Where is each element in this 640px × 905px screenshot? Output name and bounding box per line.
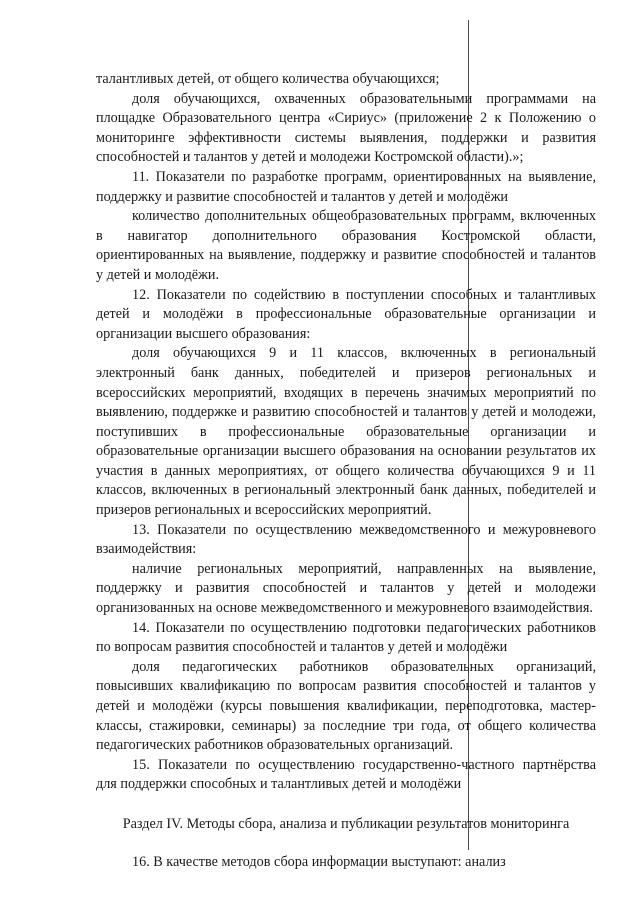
paragraph: доля обучающихся, охваченных образовательными программами на площадке Образовательного центра «Сириус» (приложение 2 к Положению о мониторинге эффективности системы выявления, поддержки и развития способностей и талантов у детей и молодежи Костромской области).»; — [96, 90, 596, 166]
paragraph: 12. Показатели по содействию в поступлении способных и талантливых детей и молодёжи в профессиональные образовательные организации и организации высшего образования: — [96, 286, 596, 342]
paragraph: 11. Показатели по разработке программ, ориентированных на выявление, поддержку и развитие способностей и талантов у детей и молодёжи — [96, 168, 596, 205]
paragraph: 16. В качестве методов сбора информации выступают: анализ — [132, 853, 506, 870]
paragraph: количество дополнительных общеобразовательных программ, включенных в навигатор дополнительного образования Костромской области, ориентированных на выявление, поддержку и развитие способностей и талантов у детей и молодёжи. — [96, 208, 596, 283]
paragraph: талантливых детей, от общего количества обучающихся; — [96, 71, 440, 87]
paragraph: доля педагогических работников образовательных организаций, повысивших квалификацию по вопросам развития способностей и талантов у детей и молодёжи (курсы повышения квалификации, переподготовка, мастер-классы, стажировки, семинары) за последние три года, от общего количества педагогических работников образовательных организаций. — [96, 658, 596, 754]
document-body — [96, 70, 596, 872]
paragraph: 15. Показатели по осуществлению государственно-частного партнёрства для поддержки способных и талантливых детей и молодёжи — [96, 756, 596, 793]
section-heading: Раздел IV. Методы сбора, анализа и публикации результатов мониторинга — [122, 815, 570, 832]
paragraph: доля обучающихся 9 и 11 классов, включенных в региональный электронный банк данных, победителей и призеров региональных и всероссийских мероприятий, входящих в перечень значимых мероприятий по выявлению, поддержке и развитию способностей и талантов у детей и молодежи, поступивших в профессиональные образовательные организации и образовательные организации высшего образования на основании результатов их участия в данных мероприятиях, от общего количества обучающихся 9 и 11 классов, включенных в региональный электронный банк данных, победителей и призеров региональных и всероссийских мероприятий. — [96, 345, 596, 519]
paragraph: наличие региональных мероприятий, направленных на выявление, поддержку и развития способностей и талантов у детей и молодежи организованных на основе межведомственного и межуровневого взаимодействия. — [96, 560, 596, 617]
paragraph: 14. Показатели по осуществлению подготовки педагогических работников по вопросам развития способностей и талантов у детей и молодёжи — [96, 619, 596, 656]
paragraph: 13. Показатели по осуществлению межведомственного и межуровневого взаимодействия: — [96, 521, 596, 558]
